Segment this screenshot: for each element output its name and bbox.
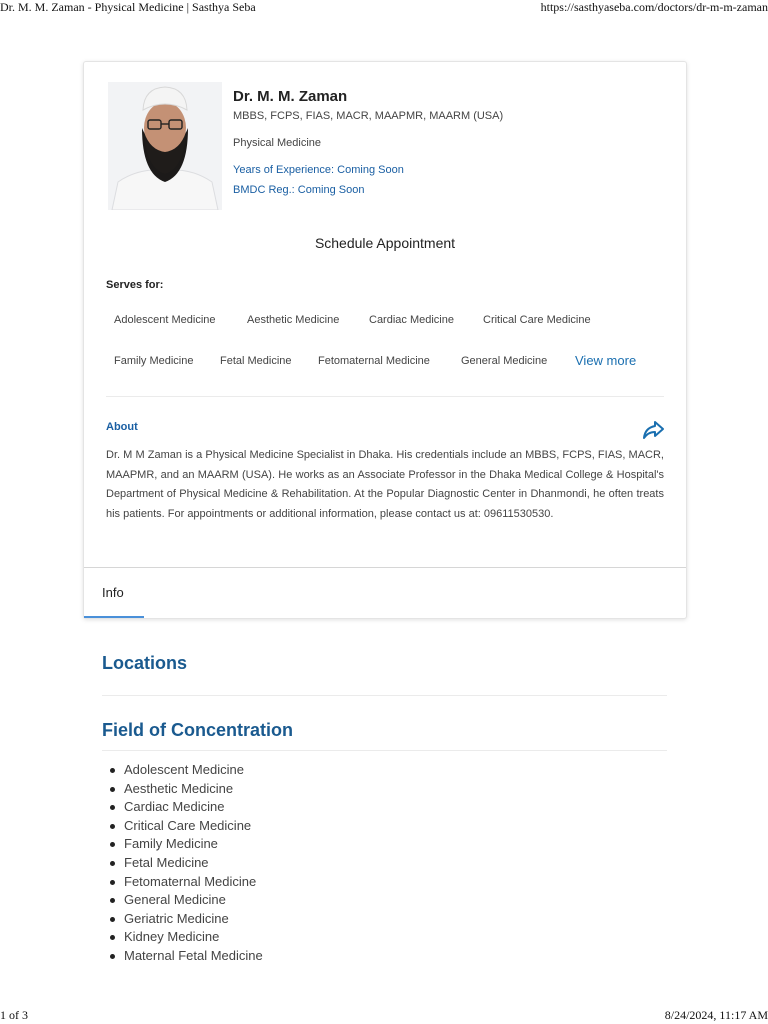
doctor-degrees: MBBS, FCPS, FIAS, MACR, MAAPMR, MAARM (USA) — [233, 110, 504, 122]
doctor-profile-card — [83, 61, 687, 619]
print-url: https://sasthyaseba.com/doctors/dr-m-m-zaman — [540, 0, 768, 14]
divider — [106, 396, 664, 397]
print-page-title: Dr. M. M. Zaman - Physical Medicine | Sasthya Seba — [0, 0, 256, 14]
list-item: Aesthetic Medicine — [102, 780, 263, 799]
print-page-number: 1 of 3 — [0, 1008, 28, 1022]
serves-tag[interactable]: Critical Care Medicine — [483, 314, 591, 326]
list-item: Family Medicine — [102, 835, 263, 854]
schedule-appointment-button[interactable]: Schedule Appointment — [314, 235, 456, 251]
list-item: General Medicine — [102, 891, 263, 910]
list-item: Cardiac Medicine — [102, 798, 263, 817]
field-of-concentration-list — [102, 761, 263, 966]
divider — [102, 750, 667, 751]
serves-tag[interactable]: Adolescent Medicine — [114, 314, 216, 326]
serves-for-title: Serves for: — [106, 279, 164, 291]
doctor-photo — [108, 82, 222, 210]
field-of-concentration-title: Field of Concentration — [102, 720, 293, 740]
serves-tag[interactable]: Aesthetic Medicine — [247, 314, 340, 326]
serves-tag[interactable]: Family Medicine — [114, 355, 194, 367]
serves-tag[interactable]: General Medicine — [461, 355, 548, 367]
tab-bar — [84, 567, 686, 618]
list-item: Geriatric Medicine — [102, 910, 263, 929]
list-item: Fetal Medicine — [102, 854, 263, 873]
list-item: Kidney Medicine — [102, 928, 263, 947]
view-more-link[interactable]: View more — [575, 353, 637, 368]
tab-info-label: Info — [102, 585, 124, 600]
print-header — [0, 0, 768, 16]
tab-info[interactable] — [84, 568, 144, 618]
print-datetime: 8/24/2024, 11:17 AM — [664, 1008, 768, 1022]
doctor-bmdc-reg: BMDC Reg.: Coming Soon — [233, 184, 365, 196]
share-icon[interactable] — [641, 419, 665, 441]
locations-title: Locations — [102, 653, 188, 673]
serves-tag[interactable]: Fetomaternal Medicine — [318, 355, 430, 367]
serves-tag[interactable]: Fetal Medicine — [220, 355, 292, 367]
about-text: Dr. M M Zaman is a Physical Medicine Specialist in Dhaka. His credentials include an MBBS, FCPS, FIAS, MACR, MAAPMR, and an MAARM (USA). He works as an Associate Professor in the Dhaka Medical College & Hospital's Department of Physical Medicine & Rehabilitation. At the Popular Diagnostic Center in Dhanmondi, he often treats his patients. For appointments or additional information, please contact us at: 09611530530. — [106, 449, 664, 520]
doctor-name: Dr. M. M. Zaman — [233, 88, 348, 105]
doctor-specialty: Physical Medicine — [233, 137, 322, 149]
list-item: Adolescent Medicine — [102, 761, 263, 780]
list-item: Fetomaternal Medicine — [102, 873, 263, 892]
list-item: Critical Care Medicine — [102, 817, 263, 836]
about-title: About — [106, 421, 138, 433]
list-item: Maternal Fetal Medicine — [102, 947, 263, 966]
divider — [102, 695, 667, 696]
print-footer — [0, 1008, 768, 1024]
doctor-experience: Years of Experience: Coming Soon — [233, 164, 404, 176]
serves-tag[interactable]: Cardiac Medicine — [369, 314, 454, 326]
